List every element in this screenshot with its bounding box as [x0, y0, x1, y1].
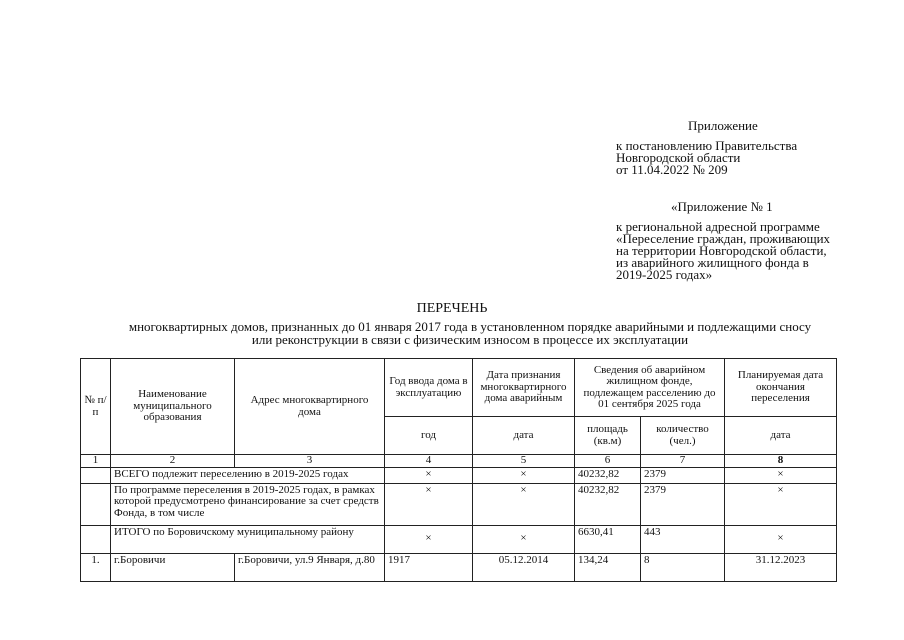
table-row: [81, 525, 837, 553]
header-num: № п/п: [81, 359, 111, 455]
table-row: [81, 553, 837, 581]
table-row: [81, 483, 837, 525]
index-cell: 7: [641, 455, 725, 468]
header-address: Адрес многоквартирного дома: [235, 359, 385, 455]
appendix-line: к постановлению Правительства: [616, 138, 798, 153]
summary-count: 2379: [641, 483, 725, 525]
table-header-row: [81, 359, 837, 417]
document-title: ПЕРЕЧЕНЬ: [416, 301, 488, 316]
table-index-row: [81, 455, 837, 468]
row-municipality: г.Боровичи: [111, 553, 235, 581]
index-cell: 4: [385, 455, 473, 468]
summary-label: ИТОГО по Боровичскому муниципальному району: [111, 525, 385, 553]
appendix-line: от 11.04.2022 № 209: [616, 162, 728, 177]
document-subtitle: [60, 320, 880, 346]
appendix-line: из аварийного жилищного фонда в: [616, 255, 809, 270]
appendix-line: на территории Новгородской области,: [616, 243, 827, 258]
header-area: площадь (кв.м): [575, 417, 641, 455]
subtitle-line: или реконструкции в связи с физическим износом в процессе их эксплуатации: [251, 332, 689, 347]
summary-count: 2379: [641, 467, 725, 483]
summary-year: ×: [385, 525, 473, 553]
header-plan-group: Планируемая дата окончания переселения: [725, 359, 837, 417]
header-count: количество (чел.): [641, 417, 725, 455]
header-year-group: Год ввода дома в эксплуатацию: [385, 359, 473, 417]
summary-count: 443: [641, 525, 725, 553]
header-plan-date: дата: [725, 417, 837, 455]
summary-year: ×: [385, 467, 473, 483]
row-plan: 31.12.2023: [725, 553, 837, 581]
row-count: 8: [641, 553, 725, 581]
index-cell: 3: [235, 455, 385, 468]
header-date-group: Дата признания многоквартирного дома аварийным: [473, 359, 575, 417]
appendix-heading: «Приложение № 1: [671, 199, 773, 214]
header-info-group: Сведения об аварийном жилищном фонде, подлежащем расселению до 01 сентября 2025 года: [575, 359, 725, 417]
index-cell: 2: [111, 455, 235, 468]
appendix-line: Новгородской области: [616, 150, 741, 165]
subtitle-line: многоквартирных домов, признанных до 01 января 2017 года в установленном порядке аварийными и подлежащими сносу: [128, 319, 812, 334]
appendix-line: к региональной адресной программе: [616, 219, 820, 234]
summary-area: 40232,82: [575, 483, 641, 525]
housing-list-table: [80, 358, 837, 582]
summary-plan: ×: [725, 467, 837, 483]
appendix-line: 2019-2025 годах»: [616, 267, 713, 282]
summary-date: ×: [473, 525, 575, 553]
summary-area: 40232,82: [575, 467, 641, 483]
summary-date: ×: [473, 467, 575, 483]
index-cell: 8: [725, 455, 837, 468]
summary-plan: ×: [725, 483, 837, 525]
row-year: 1917: [385, 553, 473, 581]
header-year: год: [385, 417, 473, 455]
table-row: [81, 467, 837, 483]
row-address: г.Боровичи, ул.9 Января, д.80: [235, 553, 385, 581]
index-cell: 1: [81, 455, 111, 468]
summary-label: По программе переселения в 2019-2025 годах, в рамках которой предусмотрено финансирование за счет средств Фонда, в том числе: [111, 483, 385, 525]
header-municipality: Наименование муниципального образования: [111, 359, 235, 455]
summary-plan: ×: [725, 525, 837, 553]
row-area: 134,24: [575, 553, 641, 581]
summary-label: ВСЕГО подлежит переселению в 2019-2025 годах: [111, 467, 385, 483]
summary-date: ×: [473, 483, 575, 525]
appendix-line: «Переселение граждан, проживающих: [616, 231, 831, 246]
index-cell: 6: [575, 455, 641, 468]
appendix-heading: Приложение: [688, 118, 758, 133]
row-num: 1.: [81, 553, 111, 581]
header-date: дата: [473, 417, 575, 455]
summary-area: 6630,41: [575, 525, 641, 553]
summary-year: ×: [385, 483, 473, 525]
index-cell: 5: [473, 455, 575, 468]
row-date: 05.12.2014: [473, 553, 575, 581]
